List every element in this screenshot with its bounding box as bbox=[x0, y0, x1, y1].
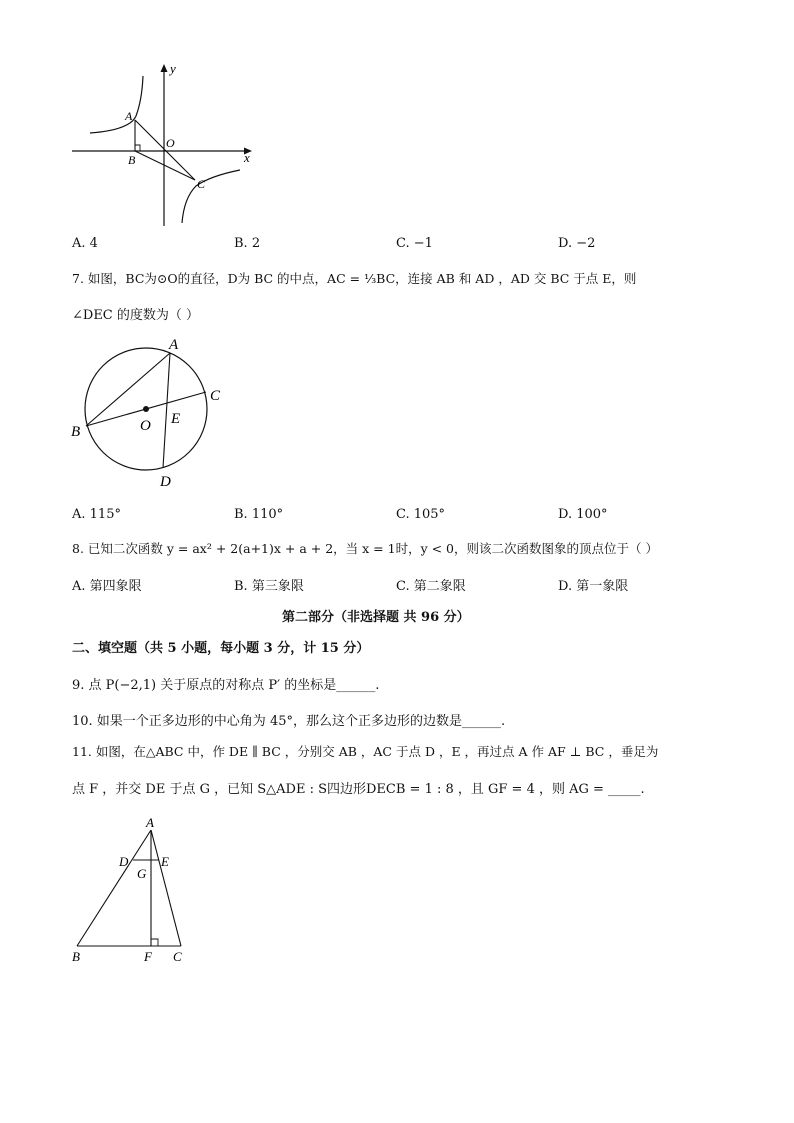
y-axis-arrow bbox=[161, 64, 168, 72]
chord-AB bbox=[86, 353, 170, 426]
label-y: y bbox=[170, 61, 176, 76]
label-x: x bbox=[244, 150, 250, 165]
right-angle-mark bbox=[151, 939, 158, 946]
label-C: C bbox=[173, 949, 182, 964]
label-B: B bbox=[128, 153, 136, 167]
label-C: C bbox=[210, 388, 221, 404]
label-A: A bbox=[169, 337, 179, 353]
label-D: D bbox=[160, 474, 171, 490]
label-C: C bbox=[197, 177, 206, 191]
q11-stem-line1: 11. 如图，在△ABC 中，作 DE ∥ BC ，分别交 AB ，AC 于点 D ，E ，再过点 A 作 AF ⊥ BC ，垂足为 bbox=[72, 744, 659, 759]
q7-stem-line2: ∠DEC 的度数为（ ） bbox=[72, 308, 200, 323]
label-B: B bbox=[72, 949, 80, 964]
q11-stem-line2: 点 F ，并交 DE 于点 G ，已知 S△ADE : S四边形DECB = 1 : 8 ，且 GF = 4 ，则 AG = _____. bbox=[72, 782, 645, 797]
side-AB bbox=[77, 830, 151, 946]
q6-option-d: D. −2 bbox=[558, 236, 596, 251]
q7-option-d: D. 100° bbox=[558, 507, 608, 522]
label-A: A bbox=[146, 816, 154, 830]
q8-stem: 8. 已知二次函数 y = ax² + 2(a+1)x + a + 2，当 x = 1时，y < 0，则该二次函数图象的顶点位于（ ） bbox=[72, 541, 658, 556]
label-B: B bbox=[71, 424, 81, 440]
q7-option-b: B. 110° bbox=[234, 507, 284, 522]
label-O: O bbox=[140, 418, 151, 434]
chord-AD bbox=[163, 353, 170, 468]
figure-hyperbola bbox=[60, 58, 270, 233]
segment-AC bbox=[135, 120, 195, 180]
q6-option-b: B. 2 bbox=[234, 236, 261, 251]
right-angle-mark bbox=[135, 145, 140, 151]
q8-option-b: B. 第三象限 bbox=[234, 579, 304, 594]
part2-title: 第二部分（非选择题 共 96 分） bbox=[282, 610, 470, 625]
q7-option-a: A. 115° bbox=[72, 507, 121, 522]
label-E: E bbox=[161, 854, 169, 869]
label-O: O bbox=[166, 136, 175, 150]
section-fill-blank: 二、填空题（共 5 小题，每小题 3 分，计 15 分） bbox=[72, 641, 370, 656]
center-point bbox=[143, 406, 149, 412]
q8-option-c: C. 第二象限 bbox=[396, 579, 466, 594]
label-E: E bbox=[171, 411, 181, 427]
q8-option-d: D. 第一象限 bbox=[558, 579, 629, 594]
q8-option-a: A. 第四象限 bbox=[72, 579, 142, 594]
figure-triangle bbox=[64, 816, 199, 968]
label-D: D bbox=[119, 854, 129, 869]
figure-circle bbox=[66, 332, 236, 494]
q6-option-a: A. 4 bbox=[72, 236, 98, 251]
q9-stem: 9. 点 P(−2,1) 关于原点的对称点 P′ 的坐标是______. bbox=[72, 678, 380, 693]
segment-BC bbox=[135, 151, 195, 180]
q7-option-c: C. 105° bbox=[396, 507, 446, 522]
label-G: G bbox=[137, 866, 147, 881]
q10-stem: 10. 如果一个正多边形的中心角为 45°，那么这个正多边形的边数是______. bbox=[72, 714, 506, 729]
side-AC bbox=[151, 830, 181, 946]
q6-option-c: C. −1 bbox=[396, 236, 433, 251]
label-A: A bbox=[125, 109, 133, 123]
q7-stem-line1: 7. 如图，BC为⊙O的直径，D为 BC 的中点，AC = ⅓BC，连接 AB 和 AD ，AD 交 BC 于点 E，则 bbox=[72, 271, 637, 286]
label-F: F bbox=[144, 949, 152, 964]
